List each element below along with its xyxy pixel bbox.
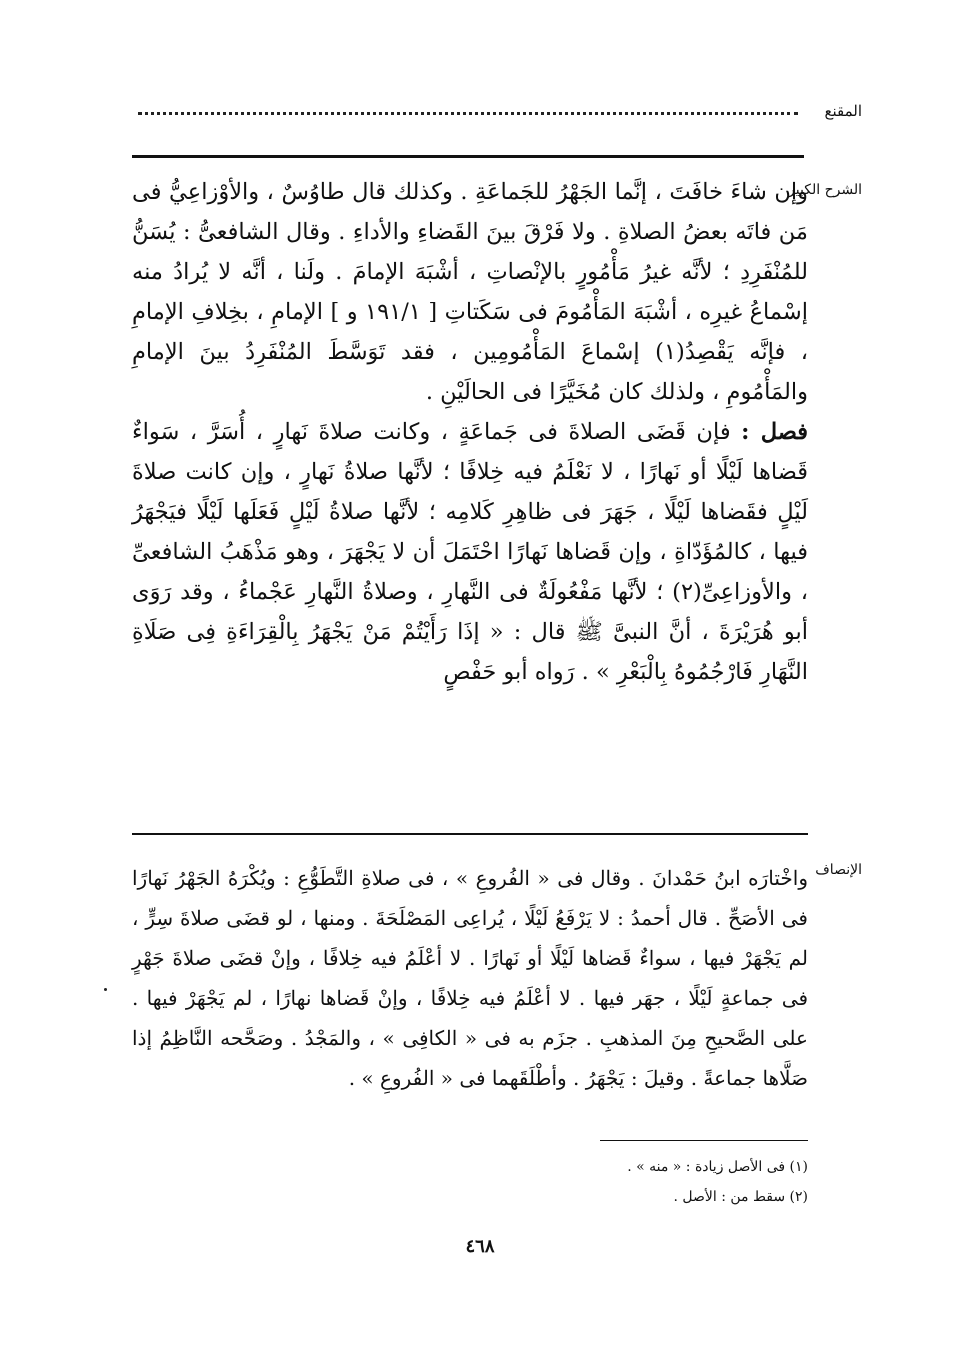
scan-speck	[104, 988, 107, 991]
insaf-commentary	[132, 858, 808, 1098]
footnote-1: (١) فى الأصل زيادة : « منه » .	[627, 1159, 808, 1175]
fasl-heading: فصل :	[741, 419, 808, 445]
header-dotted-rule	[138, 112, 798, 115]
footnotes	[627, 1152, 808, 1212]
running-header-title: المقنع	[824, 102, 862, 120]
sharh-paragraph-1: وإن شاءَ خافَتَ ، إنَّما الجَهْرُ للجَماعَةِ . وكذلك قال طاوُسٌ ، والأوْزاعِيُّ فى مَن فاتَه بعضُ الصلاةِ . ولا فَرْقَ بينَ القَضاءِ والأداءِ . وقال الشافعىُّ : يُسَنُّ للمُنْفَرِدِ ؛ لأنَّه غيرُ مَأْمُورٍ بالإنْصاتِ ، أشْبَهَ الإمامَ . ولَنا ، أنَّه لا يُرادُ منه إسْماعُ غيرِه ، أشْبَهَ المَأْمُومَ فى سَكَتاتِ [ ١٩١/١ و ] الإمامِ ، بخِلافِ الإمامِ ، فإنَّه يَقْصِدُ(١) إسْماعَ المَأْمُومِين ، فقد تَوَسَّطَ المُنْفَرِدُ بينَ الإمامِ والمَأْمُومِ ، ولذلك كان مُخَيَّرًا فى الحالَيْنِ .	[132, 179, 808, 405]
footnote-rule	[600, 1140, 808, 1141]
side-label-insaf: الإنصاف	[815, 862, 862, 878]
page-number: ٤٦٨	[465, 1236, 495, 1257]
sharh-paragraph-2-text: فإن قَضَى الصلاةَ فى جَماعَةٍ ، وكانت صلاةَ نَهارٍ ، أُسَرَّ ، سَواءٌ قَضاها لَيْلًا أو نَهارًا ، لا نَعْلَمُ فيه خِلافًا ؛ لأنَّها صلاةُ نَهارٍ ، وإن كانت صلاةَ لَيْلٍ فقَضاها لَيْلًا ، جَهَرَ فى ظاهِرِ كَلامِه ؛ لأنَّها صلاةُ لَيْلٍ فَعَلَها لَيْلًا فيَجْهَرُ فيها ، كالمُؤَدّاةِ ، وإن قَضاها نَهارًا احْتَمَلَ أن لا يَجْهَرَ ، وهو مَذْهَبُ الشافعىِّ ، والأوزاعِىِّ(٢) ؛ لأنَّها مَفْعُولَةٌ فى النَّهارِ ، وصلاةُ النَّهارِ عَجْماءُ ، وقد رَوَى أبو هُرَيْرَةَ ، أنَّ النبىَّ ﷺ قال : « إذَا رَأَيْتُمْ مَنْ يَجْهَرُ بِالْقِرَاءَةِ فِى صَلَاةِ النَّهَارِ فَارْجُمُوهُ بِالْبَعْرِ » . رَواه أبو حَفْصٍ	[132, 419, 808, 685]
footnote-2: (٢) سقط من : الأصل .	[673, 1189, 808, 1205]
section-divider-rule	[132, 833, 808, 835]
sharh-paragraph-2	[132, 412, 808, 692]
header-thick-rule	[132, 155, 804, 158]
side-label-sharh: الشرح الكبير	[788, 182, 862, 198]
sharh-commentary	[132, 172, 808, 692]
insaf-paragraph: واخْتارَه ابنُ حَمْدانَ . وقال فى « الفُروعِ » ، فى صلاةِ التَّطَوُّعِ : ويُكْرَهُ الجَهْرُ نَهارًا فى الأصَحِّ . قال أحمدُ : لا يَرْفَعُ لَيْلًا ، يُراعِى المَصْلَحَةَ . ومنها ، لو قضَى صلاةَ سِرٍّ ، لم يَجْهَرْ فيها ، سواءٌ قَضاها لَيْلًا أو نَهارًا . لا أعْلَمُ فيه خِلافًا ، وإنْ قضَى صلاةَ جَهْرٍ فى جماعةٍ لَيْلًا ، جهَر فيها . لا أعْلَمُ فيه خِلافًا ، وإنْ قَضاها نهارًا ، لم يَجْهَرْ فيها . على الصَّحيحِ مِنَ المذهبِ . جزَم به فى « الكافِى » ، والمَجْدُ . وصَحَّحه النَّاظِمُ إذا صَلَّاها جماعةً . وقيلَ : يَجْهَرُ . وأطْلَقَهما فى « الفُروعِ » .	[132, 866, 808, 1090]
